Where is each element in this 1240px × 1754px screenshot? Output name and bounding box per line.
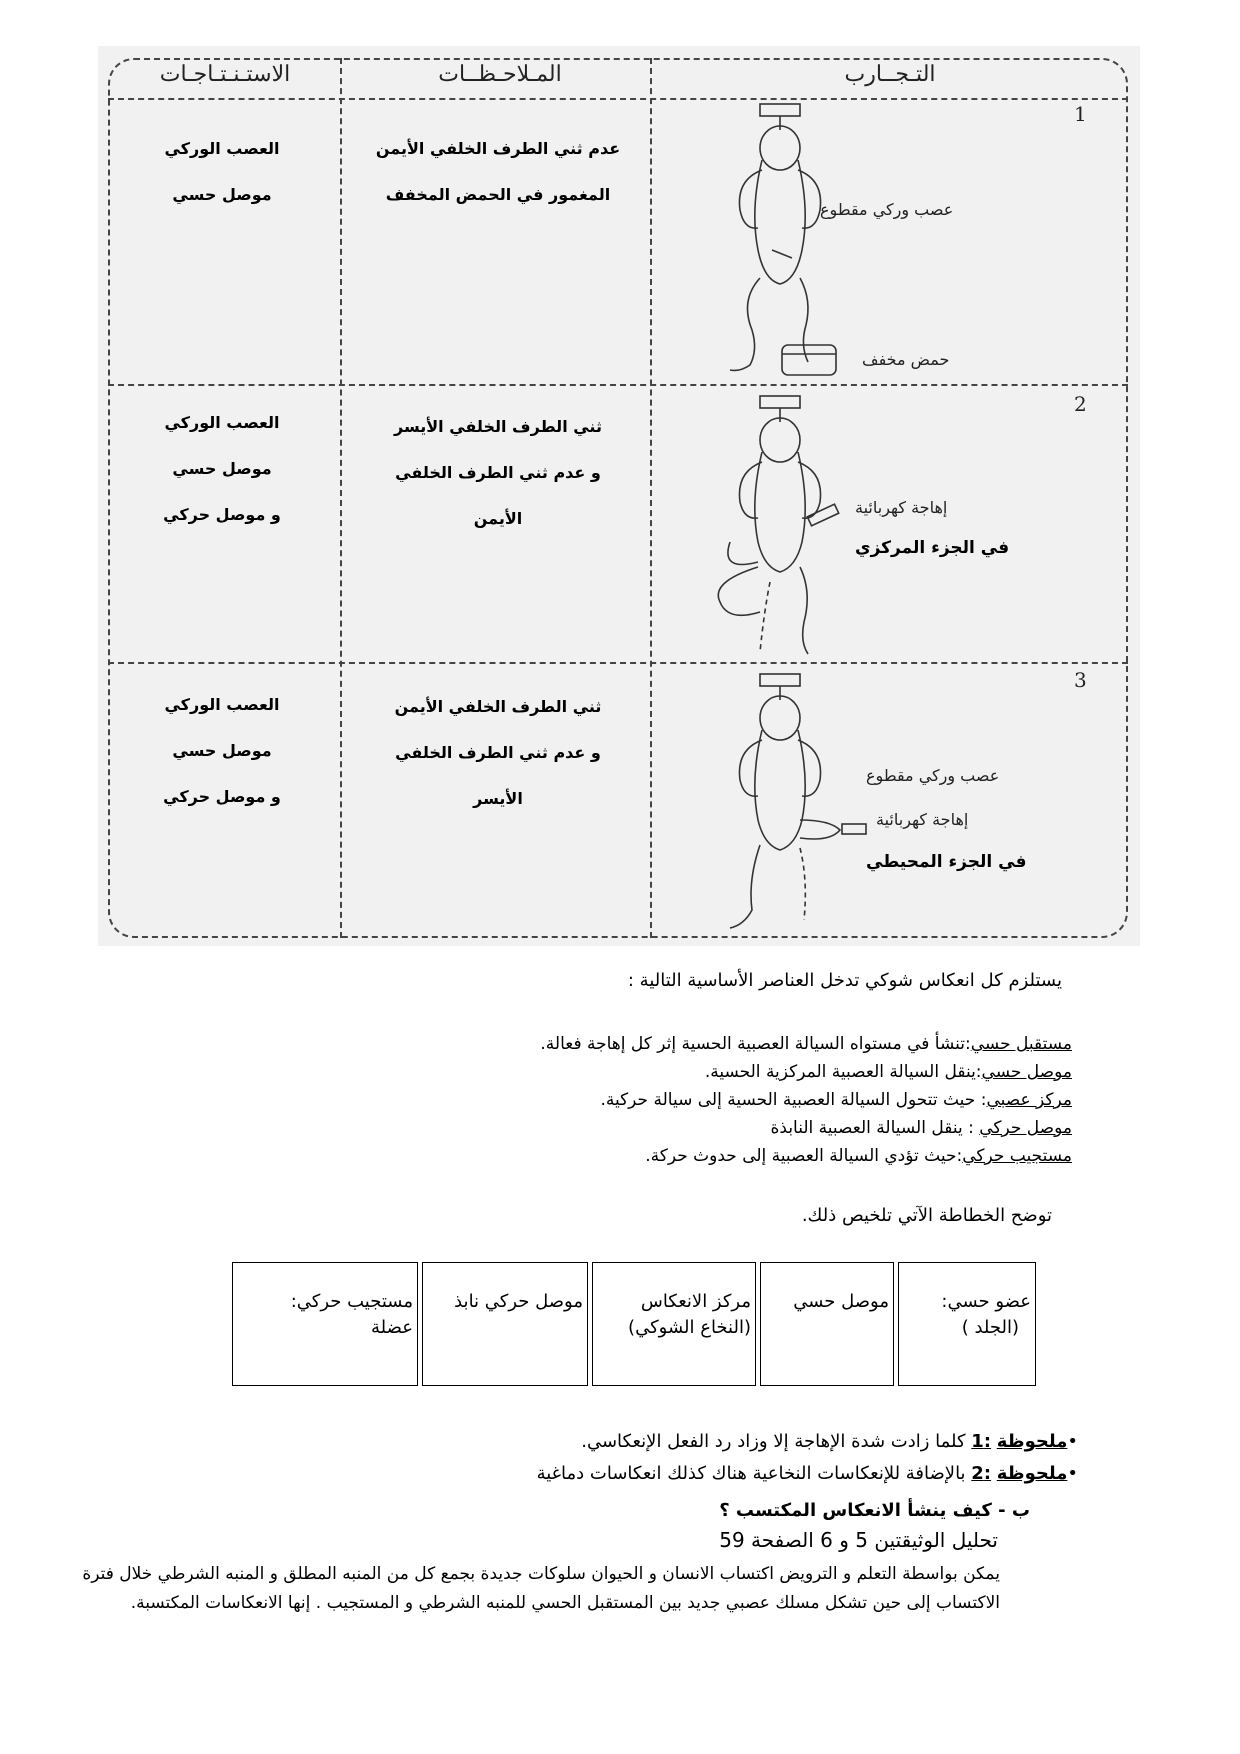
reflex-arc-diagram — [228, 1262, 1036, 1386]
observation-text: ثني الطرف الخلفي الأيمن و عدم ثني الطرف الخلفي الأيسر — [394, 697, 602, 808]
frog-figure-2 — [700, 392, 880, 662]
summary-text: توضح الخطاطة الآتي تلخيص ذلك. — [801, 1205, 1052, 1226]
column-divider — [650, 58, 652, 938]
row-divider — [108, 384, 1128, 386]
reflex-elements-list — [540, 1030, 1072, 1170]
header-divider — [108, 98, 1128, 100]
element-item: مستجيب حركي:حيث تؤدي السيالة العصبية إلى حدوث حركة. — [645, 1146, 1072, 1166]
conclusion-text: العصب الوركي موصل حسي — [164, 139, 280, 204]
column-divider — [340, 58, 342, 938]
row-number: 3 — [1074, 668, 1087, 692]
location-label: في الجزء المركزي — [855, 538, 1010, 558]
row-number: 1 — [1074, 102, 1087, 126]
frog-figure-3 — [700, 670, 880, 935]
element-item: موصل حسي:ينقل السيالة العصبية المركزية الحسية. — [704, 1062, 1072, 1082]
element-item: موصل حركي : ينقل السيالة العصبية النابذة — [770, 1118, 1072, 1138]
frog-figure-1 — [700, 100, 880, 380]
observation-text: عدم ثني الطرف الخلفي الأيمن المغمور في الحمض المخفف — [375, 139, 621, 204]
figure-label: عصب وركي مقطوع — [820, 200, 954, 219]
header-experiments: التـجــارب — [844, 62, 936, 87]
analysis-reference: تحليل الوثيقتين 5 و 6 الصفحة 59 — [719, 1528, 998, 1552]
intro-text: يستلزم كل انعكاس شوكي تدخل العناصر الأساسية التالية : — [627, 970, 1062, 991]
row-divider — [108, 662, 1128, 664]
notes-list — [537, 1426, 1078, 1490]
note-item: •ملحوظة :2 بالإضافة للإنعكاسات النخاعية هناك كذلك انعكاسات دماغية — [536, 1463, 1078, 1484]
conclusion-text: العصب الوركي موصل حسي و موصل حركي — [163, 695, 281, 806]
diagram-box-motor-conductor: موصل حركي نابذ — [422, 1262, 588, 1386]
observation-text: ثني الطرف الخلفي الأيسر و عدم ثني الطرف الخلفي الأيمن — [394, 417, 602, 528]
location-label: في الجزء المحيطي — [866, 852, 1027, 872]
element-item: مركز عصبي: حيث تتحول السيالة العصبية الحسية إلى سيالة حركية. — [600, 1090, 1072, 1110]
header-observations: المـلاحـظــات — [438, 62, 562, 87]
diagram-box-sensory-organ: عضو حسي: (الجلد ) — [898, 1262, 1036, 1386]
acquired-reflex-paragraph: يمكن بواسطة التعلم و الترويض اكتساب الانسان و الحيوان سلوكات جديدة بجمع كل من المنبه المطلق و المنبه الشرطي خلال فترة الاكتساب إلى حين تشكل مسلك عصبي جديد بين المستقبل الحسي للمنبه الشرطي و المستجيب . إنها الانعكاسات المكتسبة. — [82, 1564, 1000, 1613]
row-number: 2 — [1074, 392, 1087, 416]
diagram-box-sensory-conductor: موصل حسي — [760, 1262, 894, 1386]
diagram-box-motor-effector: مستجيب حركي: عضلة — [232, 1262, 418, 1386]
figure-label: إهاجة كهربائية — [876, 810, 969, 829]
header-conclusions: الاستـنـتـاجـات — [159, 62, 291, 87]
figure-label: عصب وركي مقطوع — [866, 766, 1000, 785]
diagram-box-reflex-center: مركز الانعكاس (النخاع الشوكي) — [592, 1262, 756, 1386]
element-item: مستقبل حسي:تنشأ في مستواه السيالة العصبية الحسية إثر كل إهاجة فعالة. — [540, 1034, 1072, 1054]
note-item: •ملحوظة :1 كلما زادت شدة الإهاجة إلا وزاد رد الفعل الإنعكاسي. — [581, 1431, 1078, 1452]
figure-label: حمض مخفف — [862, 350, 950, 369]
conclusion-text: العصب الوركي موصل حسي و موصل حركي — [163, 413, 281, 524]
section-b-heading: ب - كيف ينشأ الانعكاس المكتسب ؟ — [719, 1500, 1030, 1521]
figure-label: إهاجة كهربائية — [855, 498, 948, 517]
